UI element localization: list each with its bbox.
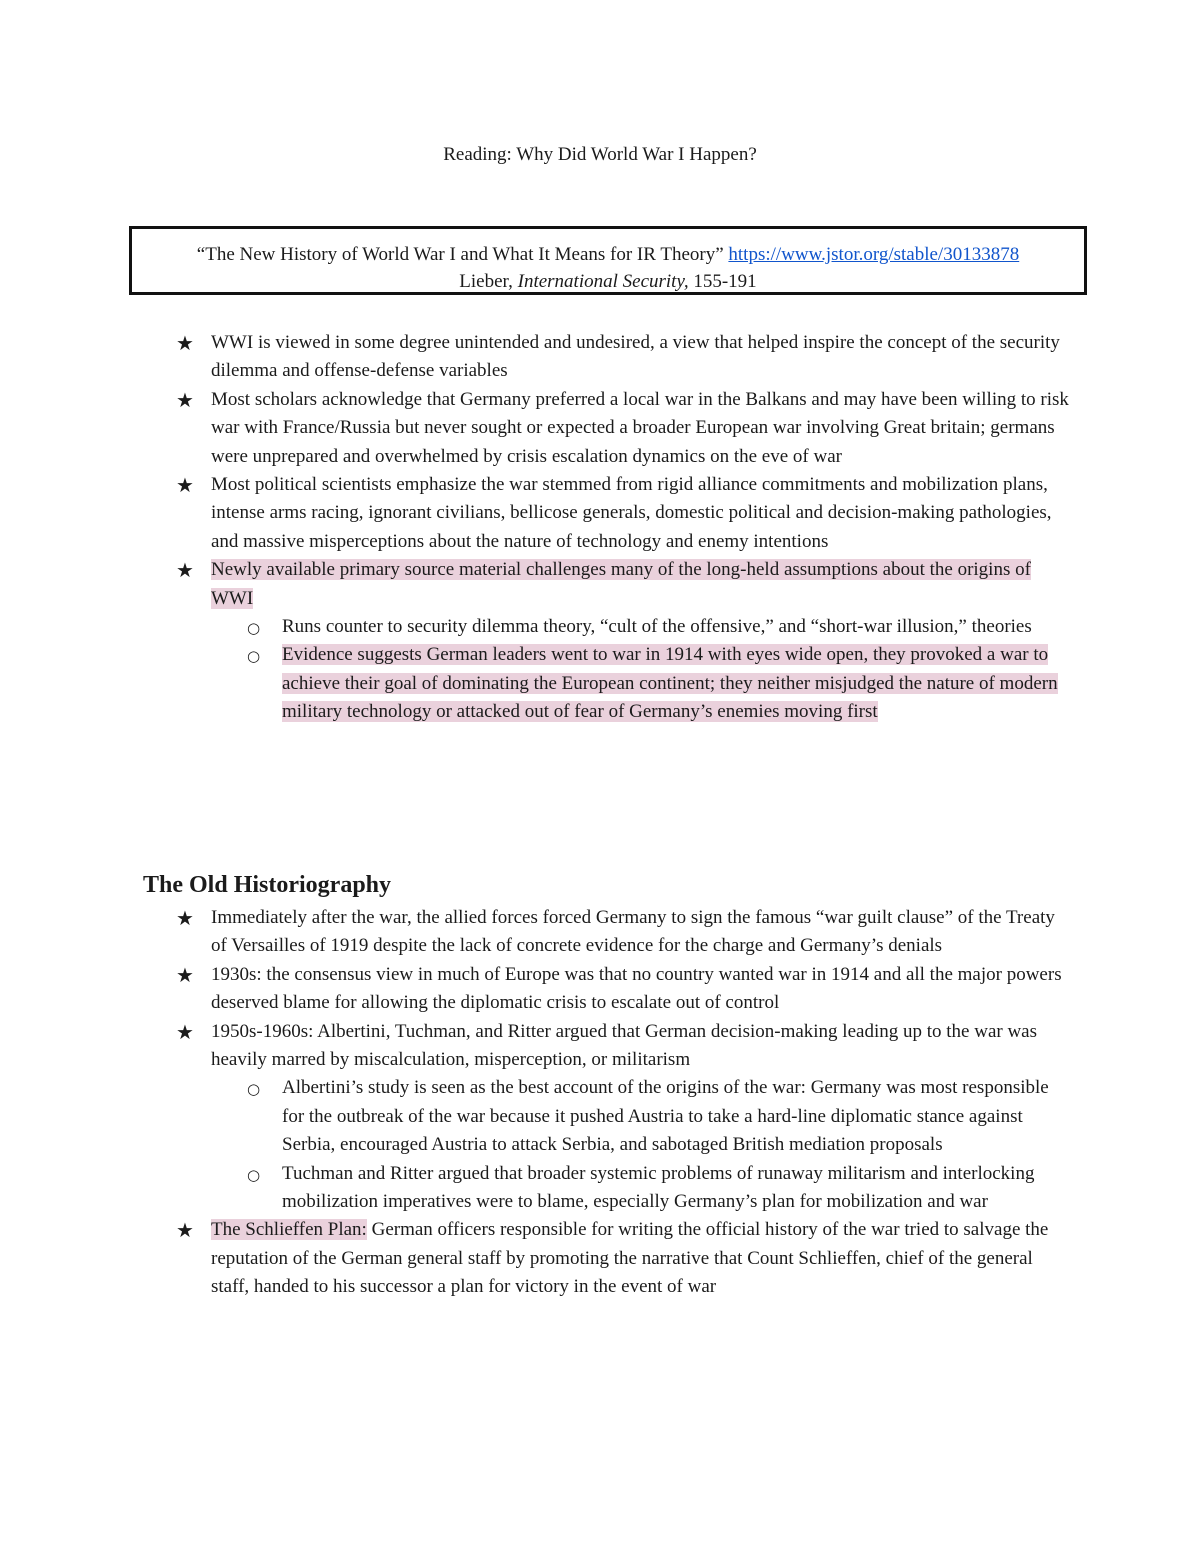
circle-bullet-icon: ○ <box>247 1080 261 1099</box>
list-item: ★ 1930s: the consensus view in much of Europe was that no country wanted war in 1914 and all the major powers deserved blame for allowing the diplomatic crisis to escalate out of control <box>176 962 1062 1014</box>
list-item: ○ Runs counter to security dilemma theory, “cult of the offensive,” and “short-war illusion,” theories <box>211 613 1072 641</box>
star-bullet-icon: ★ <box>176 473 194 498</box>
circle-bullet-icon: ○ <box>247 647 261 666</box>
list-item: ★ Most political scientists emphasize the war stemmed from rigid alliance commitments and mobilization plans, intense arms racing, ignorant civilians, bellicose generals, domestic political and decision-making pathologies, and massive misperceptions about the nature of technology and enemy intentions <box>176 473 1052 552</box>
citation-author: Lieber, <box>459 271 518 292</box>
citation-journal: International Security, <box>517 271 689 292</box>
list-item: ★ 1950s-1960s: Albertini, Tuchman, and Ritter argued that German decision-making leading up to the war was heavily marred by miscalculation, misperception, or militarism ○ Albertini’s study is seen as the best account of the origins of the war: Germany was most responsible for the outbreak of the war because it pushed Austria to take a hard-line diplomatic stance against Serbia, encouraged Austria to attack Serbia, and sabotaged British mediation proposals ○ Tuchman and Ritter argued that broader systemic problems of runaway militarism and interlocking mobilization imperatives were to blame, especially Germany’s plan for mobilization and war <box>0 1018 1071 1217</box>
jstor-link[interactable]: https://www.jstor.org/stable/30133878 <box>728 244 1020 265</box>
list-item <box>0 556 1071 726</box>
intro-bullet-list <box>0 329 1200 727</box>
section-heading-old-historiography: The Old Historiography <box>143 872 392 898</box>
citation-box <box>129 226 1087 295</box>
list-item: ★ The Schlieffen Plan: German officers responsible for writing the official history of the war tried to salvage the reputation of the German general staff by promoting the narrative that Count Schlieffen, chief of the general staff, handed to his successor a plan for victory in the event of war <box>176 1218 1049 1298</box>
citation-line-1 <box>132 241 1084 268</box>
highlighted-text: Newly available primary source material challenges many of the long-held assumptions about the origins of WWI <box>211 559 1031 609</box>
star-bullet-icon: ★ <box>176 906 194 930</box>
highlighted-text: Evidence suggests German leaders went to war in 1914 with eyes wide open, they provoked a war to achieve their goal of dominating the European continent; they neither misjudged the nature of modern military technology or attacked out of fear of Germany’s enemies moving first <box>282 644 1058 723</box>
star-bullet-icon: ★ <box>176 387 194 412</box>
list-item: ★ WWI is viewed in some degree unintended and undesired, a view that helped inspire the concept of the security dilemma and offense-defense variables <box>176 331 1060 382</box>
citation-pages: 155-191 <box>688 271 757 292</box>
star-bullet-icon: ★ <box>176 1019 194 1044</box>
list-item: ○ Albertini’s study is seen as the best account of the origins of the war: Germany was most responsible for the outbreak of the war because it pushed Austria to take a hard-line diplomatic stance against Serbia, encouraged Austria to attack Serbia, and sabotaged British mediation proposals <box>247 1077 1049 1156</box>
star-bullet-icon: ★ <box>176 558 194 583</box>
circle-bullet-icon: ○ <box>247 619 261 638</box>
circle-bullet-icon: ○ <box>247 1165 261 1184</box>
list-item: ○ Tuchman and Ritter argued that broader systemic problems of runaway militarism and interlocking mobilization imperatives were to blame, especially Germany’s plan for mobilization and war <box>247 1162 1035 1213</box>
old-historiography-list <box>0 904 1200 1302</box>
schlieffen-plan-label: The Schlieffen Plan: <box>211 1219 367 1241</box>
list-item: ★ Immediately after the war, the allied forces forced Germany to sign the famous “war guilt clause” of the Treaty of Versailles of 1919 despite the lack of concrete evidence for the charge and Germany’s denials <box>176 906 1055 957</box>
article-title: “The New History of World War I and What It Means for IR Theory” <box>196 244 724 265</box>
star-bullet-icon: ★ <box>176 331 194 355</box>
intro-sub-list <box>211 613 1071 727</box>
citation-line-2 <box>132 268 1084 295</box>
document-title: Reading: Why Did World War I Happen? <box>443 144 757 165</box>
star-bullet-icon: ★ <box>176 1218 194 1243</box>
star-bullet-icon: ★ <box>176 962 194 987</box>
list-item <box>211 641 1072 726</box>
old-historiography-sub-list <box>211 1074 1071 1216</box>
list-item: ★ Most scholars acknowledge that Germany preferred a local war in the Balkans and may have been willing to risk war with France/Russia but never sought or expected a broader European war involving Great britain; germans were unprepared and overwhelmed by crisis escalation dynamics on the eve of war <box>176 387 1069 467</box>
